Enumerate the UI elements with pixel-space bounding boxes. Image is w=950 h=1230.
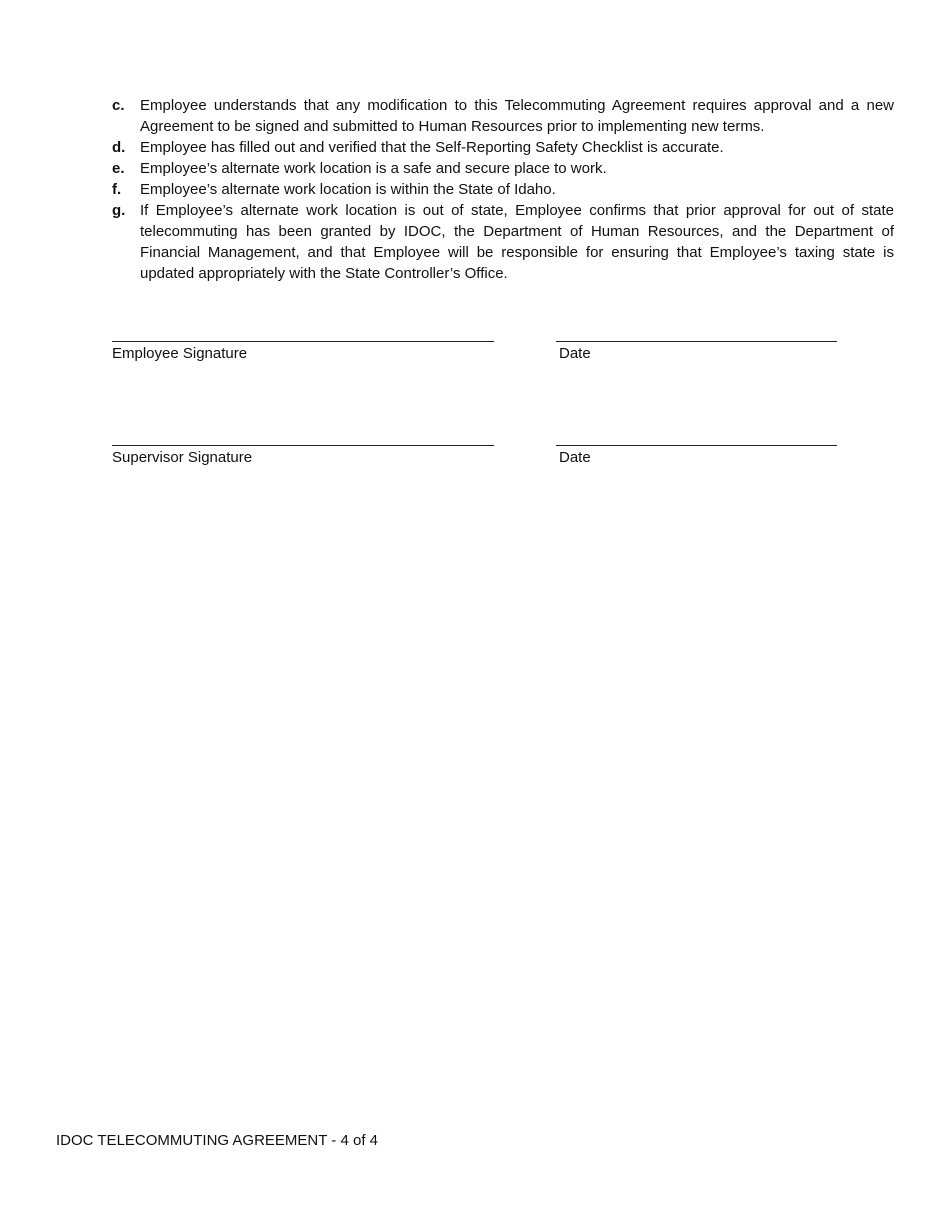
employee-date-label: Date — [559, 345, 591, 362]
list-item-letter: g. — [112, 202, 126, 219]
page-footer: IDOC TELECOMMUTING AGREEMENT - 4 of 4 — [56, 1132, 379, 1149]
list-item — [112, 158, 894, 179]
list-item — [112, 137, 894, 158]
employee-signature-line[interactable] — [112, 341, 494, 342]
list-item-letter: f. — [112, 181, 122, 198]
supervisor-signature-label: Supervisor Signature — [112, 449, 253, 466]
list-item-text: If Employee’s alternate work location is out of state, Employee confirms that prior approval for out of state telecommuting has been granted by IDOC, the Department of Human Resources, and the Department of Financial Management, and that Employee will be responsible for ensuring that Employee’s taxing state is updated appropriately with the State Controller’s Office. — [140, 202, 894, 282]
list-item — [112, 179, 894, 200]
list-item-letter: c. — [112, 97, 125, 114]
employee-signature-label: Employee Signature — [112, 345, 248, 362]
supervisor-date-label: Date — [559, 449, 591, 466]
list-item-text: Employee understands that any modification to this Telecommuting Agreement requires approval and a new Agreement to be signed and submitted to Human Resources prior to implementing new terms. — [140, 97, 894, 135]
agreement-terms-list — [112, 95, 894, 284]
list-item-text: Employee’s alternate work location is a safe and secure place to work. — [140, 160, 607, 177]
list-item-text: Employee has filled out and verified that the Self-Reporting Safety Checklist is accurate. — [140, 139, 724, 156]
supervisor-signature-line[interactable] — [112, 445, 494, 446]
list-item-letter: e. — [112, 160, 125, 177]
list-item — [112, 200, 894, 284]
list-item-text: Employee’s alternate work location is within the State of Idaho. — [140, 181, 556, 198]
list-item-letter: d. — [112, 139, 126, 156]
employee-date-line[interactable] — [556, 341, 837, 342]
list-item — [112, 95, 894, 137]
supervisor-date-line[interactable] — [556, 445, 837, 446]
